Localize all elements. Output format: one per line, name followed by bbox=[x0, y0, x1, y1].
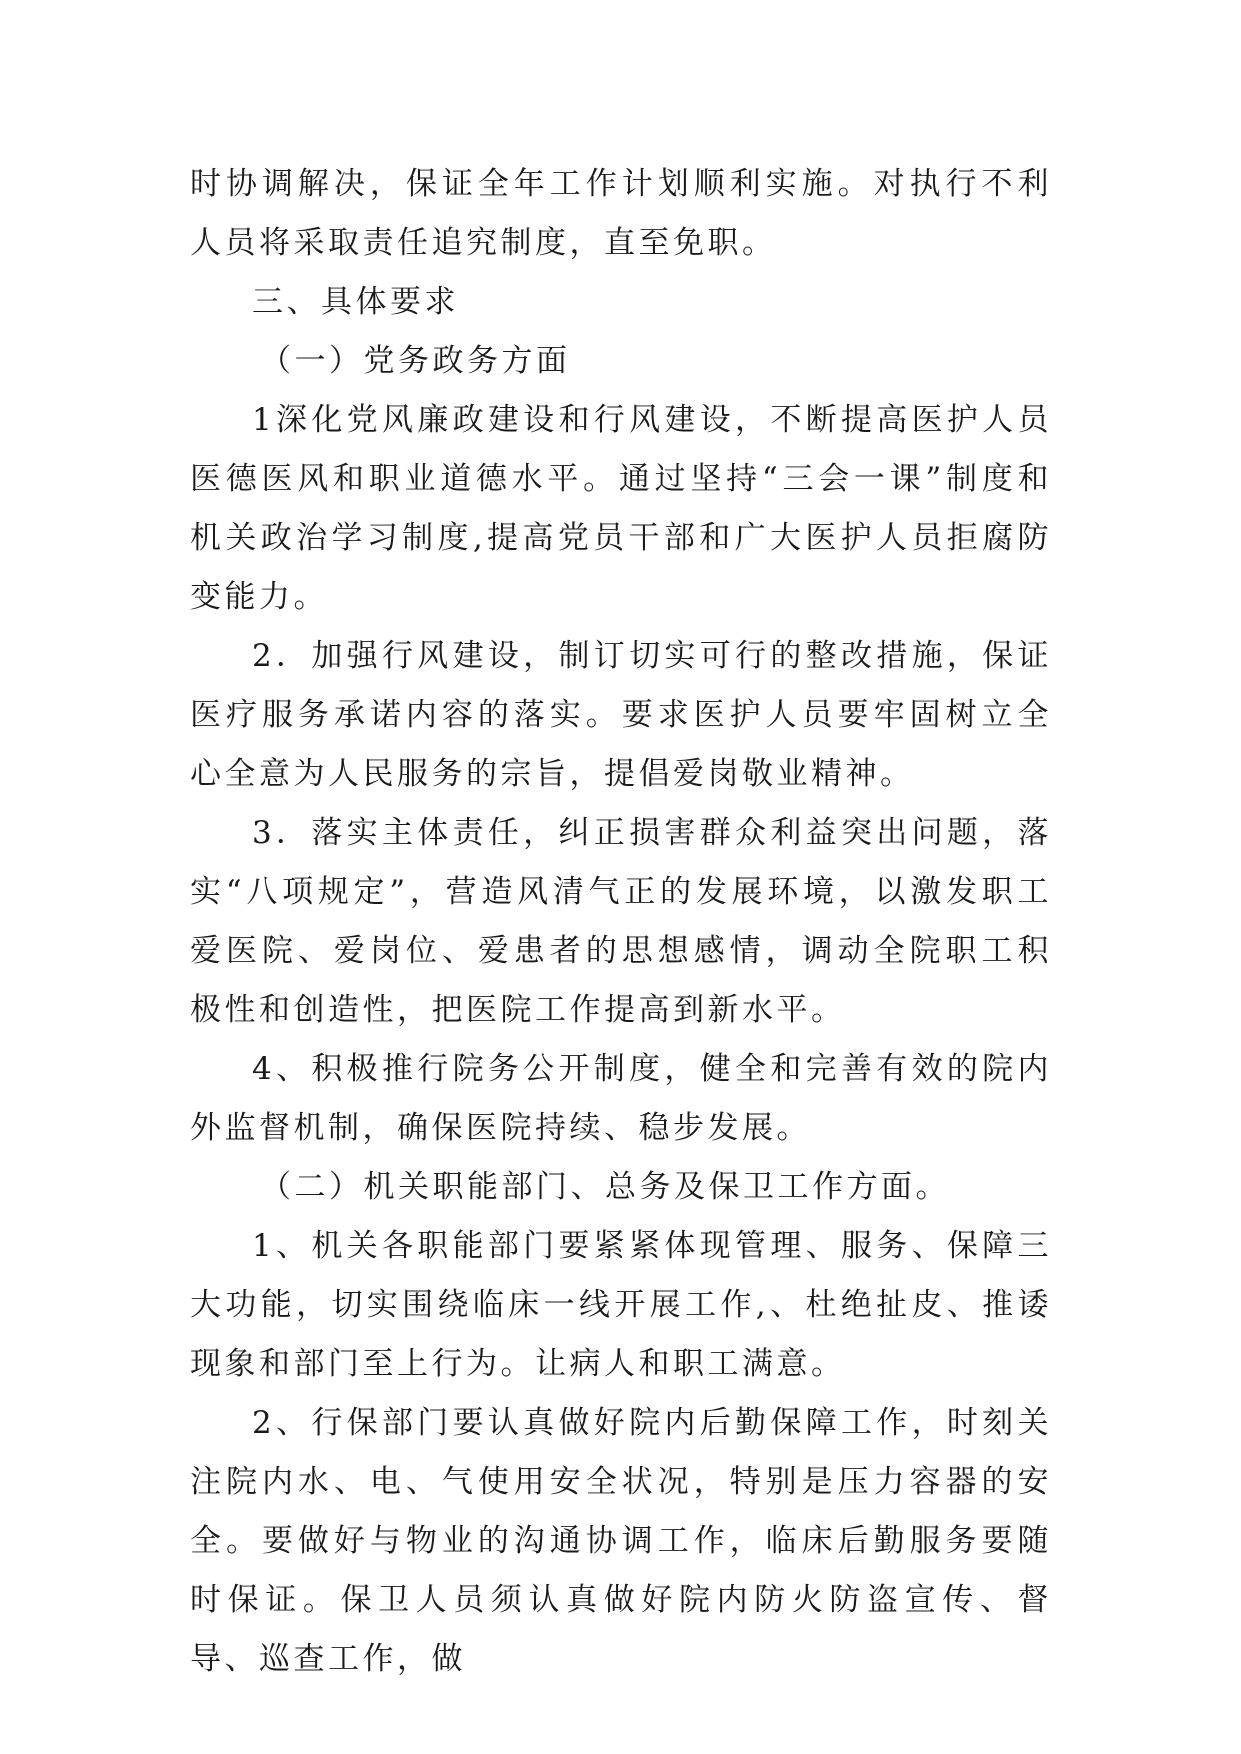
paragraph-continuation: 时协调解决，保证全年工作计划顺利实施。对执行不利人员将采取责任追究制度，直至免职。 bbox=[190, 166, 1052, 261]
paragraph-item-2: 2．加强行风建设，制订切实可行的整改措施，保证医疗服务承诺内容的落实。要求医护人员要牢固树立全心全意为人民服务的宗旨，提倡爱岗敬业精神。 bbox=[190, 638, 1052, 792]
subsection-heading-2: （二）机关职能部门、总务及保卫工作方面。 bbox=[260, 1169, 950, 1205]
section-heading-3: 三、具体要求 bbox=[252, 284, 459, 320]
document-page bbox=[190, 155, 1052, 1689]
subsection-heading-1: （一）党务政务方面 bbox=[260, 343, 571, 379]
paragraph-item-5: 1、机关各职能部门要紧紧体现管理、服务、保障三大功能，切实围绕临床一线开展工作,、杜绝扯皮、推诿现象和部门至上行为。让病人和职工满意。 bbox=[190, 1228, 1052, 1382]
paragraph-item-4: 4、积极推行院务公开制度，健全和完善有效的院内外监督机制，确保医院持续、稳步发展。 bbox=[190, 1051, 1052, 1146]
paragraph-item-3: 3．落实主体责任，纠正损害群众利益突出问题，落实“八项规定”，营造风清气正的发展环境，以激发职工爱医院、爱岗位、爱患者的思想感情，调动全院职工积极性和创造性，把医院工作提高到新水平。 bbox=[190, 815, 1052, 1028]
paragraph-item-1: 1深化党风廉政建设和行风建设，不断提高医护人员医德医风和职业道德水平。通过坚持“三会一课”制度和机关政治学习制度,提高党员干部和广大医护人员拒腐防变能力。 bbox=[190, 402, 1052, 615]
paragraph-item-6: 2、行保部门要认真做好院内后勤保障工作，时刻关注院内水、电、气使用安全状况，特别是压力容器的安全。要做好与物业的沟通协调工作，临床后勤服务要随时保证。保卫人员须认真做好院内防火防盗宣传、督导、巡查工作，做 bbox=[190, 1405, 1052, 1677]
